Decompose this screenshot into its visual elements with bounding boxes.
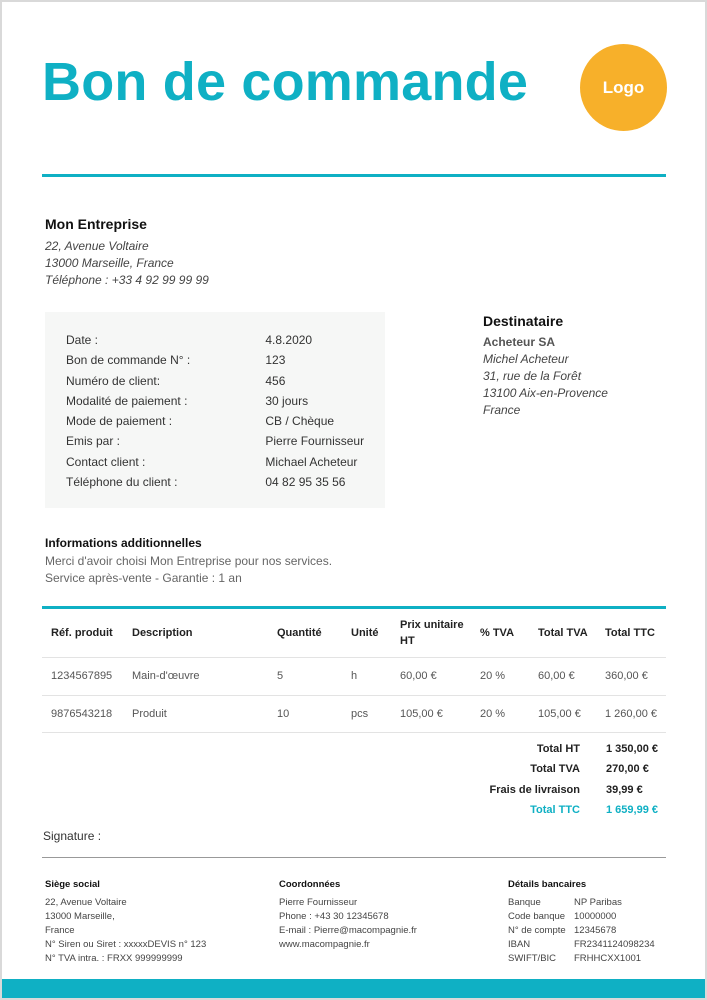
bank-value: FR2341124098234 — [574, 939, 655, 950]
cell-unit: h — [351, 670, 358, 683]
info-row-client-number — [66, 373, 385, 393]
recipient-block — [483, 313, 608, 419]
bank-label: N° de compte — [508, 925, 566, 936]
cell-unit-price: 105,00 € — [400, 707, 443, 720]
info-value: CB / Chèque — [265, 414, 335, 429]
bank-label: SWIFT/BIC — [508, 953, 557, 964]
info-label: Modalité de paiement : — [66, 393, 188, 408]
footer-contact-email: E-mail : Pierre@macompagnie.fr — [279, 925, 417, 936]
order-info-box — [45, 312, 385, 508]
bank-value: FRHHCXX1001 — [574, 953, 642, 964]
cell-description: Produit — [132, 707, 167, 720]
footer-office-line: N° TVA intra. : FRXX 999999999 — [45, 953, 183, 964]
cell-quantity: 5 — [277, 670, 284, 683]
items-table — [42, 609, 666, 733]
footer-office-heading: Siège social — [45, 879, 100, 890]
total-ht-row — [402, 742, 666, 762]
footer-office-line: 13000 Marseille, — [45, 911, 115, 922]
footer-bank-heading: Détails bancaires — [508, 879, 587, 890]
table-header-row — [42, 609, 666, 658]
recipient-line: France — [483, 403, 521, 417]
recipient-line: 31, rue de la Forêt — [483, 369, 582, 383]
col-header-vat-rate: % TVA — [480, 627, 515, 639]
cell-vat-rate: 20 % — [480, 670, 506, 683]
bank-row — [508, 924, 655, 938]
bank-row — [508, 896, 655, 910]
info-label: Contact client : — [66, 454, 146, 469]
info-row-payment-terms — [66, 393, 385, 413]
footer-office-line: N° Siren ou Siret : xxxxxDEVIS n° 123 — [45, 939, 207, 950]
info-label: Emis par : — [66, 434, 121, 449]
bank-label: Banque — [508, 897, 541, 908]
additional-info-line: Merci d'avoir choisi Mon Entreprise pour nos services. — [45, 554, 333, 568]
table-row — [42, 696, 666, 734]
info-row-date — [66, 332, 385, 352]
col-header-quantity: Quantité — [277, 627, 322, 639]
bank-row — [508, 938, 655, 952]
additional-info-heading: Informations additionnelles — [45, 536, 202, 550]
info-value: 123 — [265, 353, 286, 368]
sender-company — [45, 216, 209, 289]
sender-phone: Téléphone : +33 4 92 99 99 99 — [45, 273, 209, 287]
bank-value: 10000000 — [574, 911, 617, 922]
col-header-unit-price: Prix unitaire HT — [400, 619, 464, 647]
footer-office-line: France — [45, 925, 75, 936]
table-row — [42, 658, 666, 696]
info-label: Téléphone du client : — [66, 475, 178, 490]
total-ttc-row — [402, 803, 666, 823]
total-value: 39,99 € — [606, 783, 643, 796]
cell-quantity: 10 — [277, 707, 290, 720]
recipient-line: 13100 Aix-en-Provence — [483, 386, 608, 400]
footer-contact — [279, 878, 417, 952]
cell-unit-price: 60,00 € — [400, 670, 437, 683]
info-label: Mode de paiement : — [66, 414, 173, 429]
info-row-order-number — [66, 352, 385, 372]
info-row-issued-by — [66, 433, 385, 453]
info-row-payment-method — [66, 413, 385, 433]
col-header-ref: Réf. produit — [51, 627, 113, 639]
col-header-total-ttc: Total TTC — [605, 627, 655, 639]
bank-row — [508, 952, 655, 966]
info-label: Numéro de client: — [66, 373, 161, 388]
bank-row — [508, 910, 655, 924]
footer-office — [45, 878, 206, 966]
info-value: 4.8.2020 — [265, 333, 313, 347]
total-value: 1 659,99 € — [606, 803, 658, 816]
additional-info-line: Service après-vente - Garantie : 1 an — [45, 571, 242, 585]
cell-ref: 1234567895 — [51, 670, 113, 683]
total-vat-row — [402, 762, 666, 782]
cell-vat-rate: 20 % — [480, 707, 506, 720]
col-header-unit: Unité — [351, 627, 379, 639]
cell-total-ttc: 360,00 € — [605, 670, 648, 683]
footer-contact-heading: Coordonnées — [279, 879, 341, 890]
logo-badge: Logo — [580, 44, 667, 131]
info-label: Bon de commande N° : — [66, 353, 191, 368]
cell-vat-total: 60,00 € — [538, 670, 575, 683]
total-label: Total TVA — [530, 763, 580, 776]
recipient-company: Acheteur SA — [483, 335, 556, 349]
document-title: Bon de commande — [42, 52, 529, 112]
cell-ref: 9876543218 — [51, 707, 113, 720]
footer-divider — [42, 857, 666, 858]
info-value: 30 jours — [265, 393, 309, 408]
info-value: 456 — [265, 373, 286, 388]
recipient-heading: Destinataire — [483, 313, 564, 329]
info-value: 04 82 95 35 56 — [265, 475, 346, 490]
info-value: Michael Acheteur — [265, 454, 358, 469]
total-label: Total HT — [536, 743, 580, 755]
total-label: Frais de livraison — [489, 783, 580, 796]
bank-label: IBAN — [508, 939, 531, 950]
info-value: Pierre Fournisseur — [265, 434, 365, 449]
info-row-client-phone — [66, 474, 385, 494]
info-row-client-contact — [66, 454, 385, 474]
total-value: 270,00 € — [606, 763, 649, 776]
cell-unit: pcs — [351, 707, 369, 720]
bottom-accent-bar — [2, 979, 705, 998]
sender-address-line: 13000 Marseille, France — [45, 256, 174, 270]
sender-name: Mon Entreprise — [45, 216, 147, 232]
shipping-row — [402, 783, 666, 803]
bank-label: Code banque — [508, 911, 566, 922]
footer-contact-line: Pierre Fournisseur — [279, 897, 358, 908]
info-label: Date : — [66, 333, 99, 347]
col-header-vat-total: Total TVA — [538, 627, 588, 639]
cell-total-ttc: 1 260,00 € — [605, 707, 657, 720]
footer-office-line: 22, Avenue Voltaire — [45, 897, 127, 908]
col-header-description: Description — [132, 627, 193, 639]
footer-contact-line: Phone : +43 30 12345678 — [279, 911, 389, 922]
cell-description: Main-d'œuvre — [132, 670, 200, 683]
bank-value: NP Paribas — [574, 897, 622, 908]
footer-bank — [508, 878, 655, 966]
sender-address-line: 22, Avenue Voltaire — [45, 239, 149, 253]
total-label: Total TTC — [530, 803, 580, 816]
recipient-line: Michel Acheteur — [483, 352, 569, 366]
footer-contact-website: www.macompagnie.fr — [279, 939, 370, 950]
cell-vat-total: 105,00 € — [538, 707, 581, 720]
header-divider — [42, 174, 666, 177]
additional-info — [45, 536, 332, 587]
totals-block — [402, 742, 666, 823]
bank-value: 12345678 — [574, 925, 617, 936]
signature-label: Signature : — [43, 829, 102, 843]
total-value: 1 350,00 € — [606, 743, 658, 755]
document-page — [2, 2, 705, 998]
